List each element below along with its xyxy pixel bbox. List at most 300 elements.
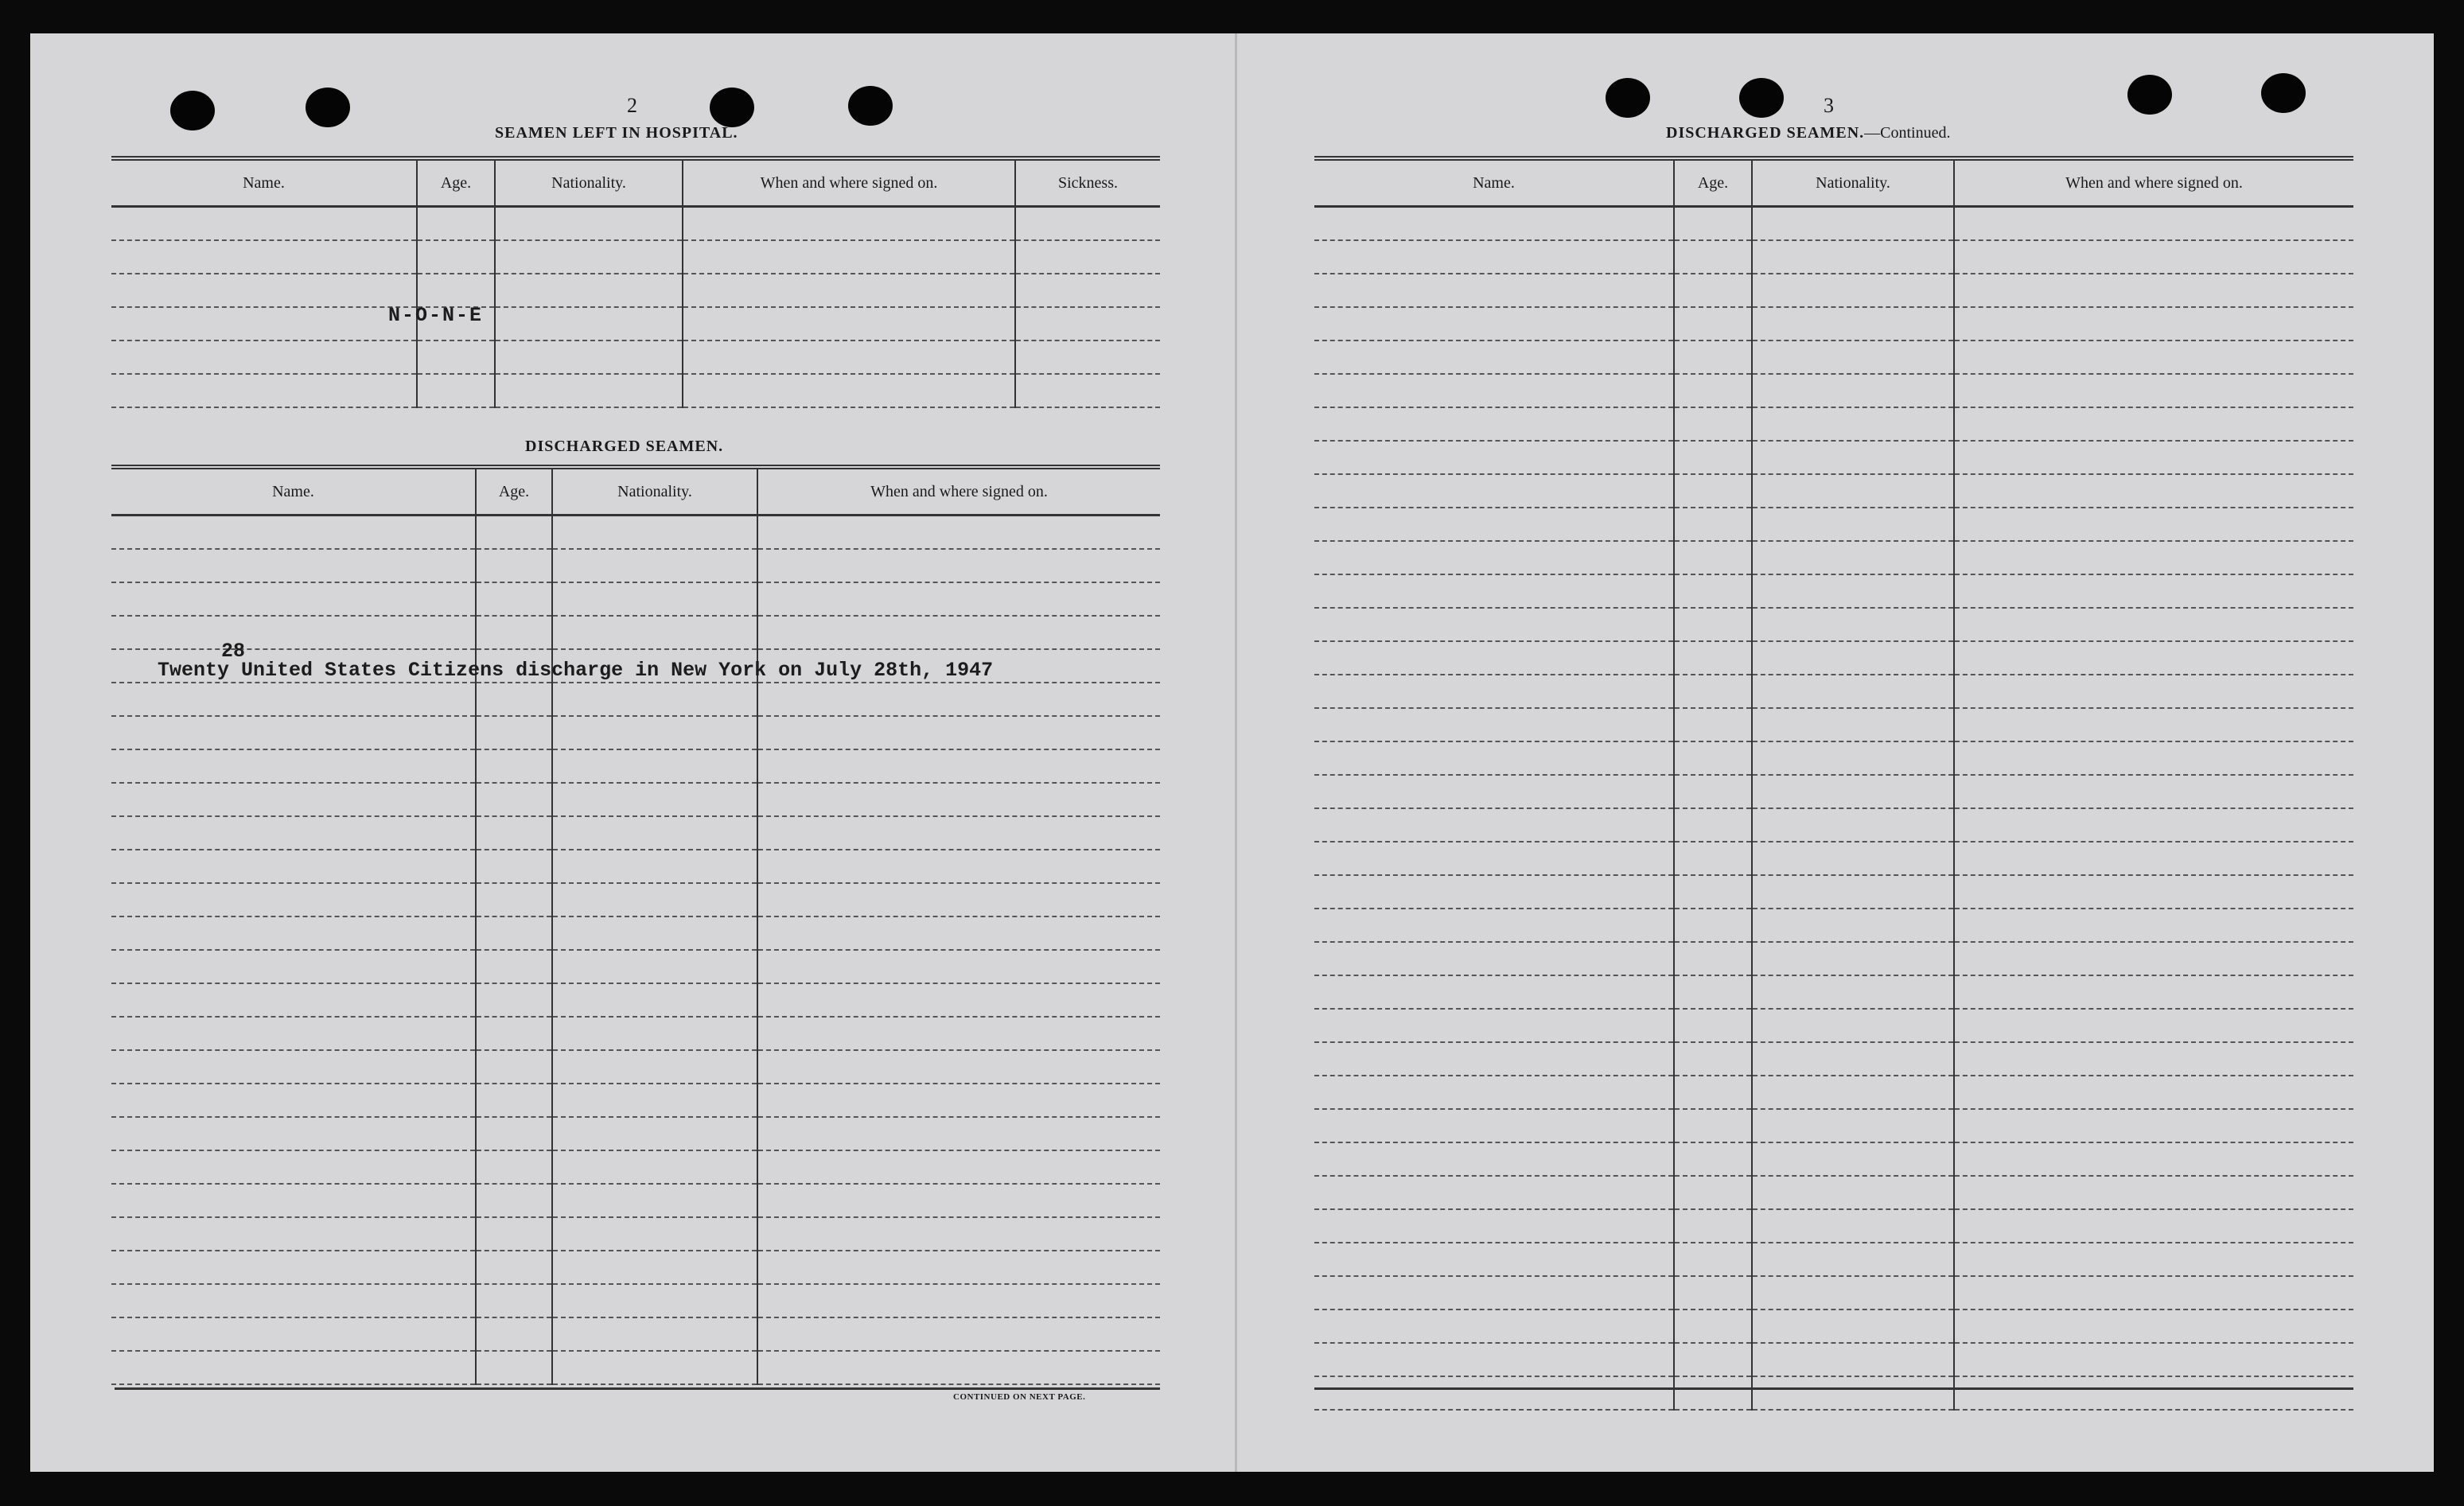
blank-cell — [1752, 1309, 1954, 1343]
blank-cell — [1954, 1142, 2353, 1176]
blank-cell — [1674, 1276, 1752, 1309]
blank-cell — [1752, 842, 1954, 875]
blank-cell — [1674, 1376, 1752, 1410]
blank-cell — [1954, 775, 2353, 808]
blank-cell — [1954, 1276, 2353, 1309]
column-header: Nationality. — [495, 158, 683, 207]
ruled-row — [1314, 508, 2353, 541]
blank-cell — [1015, 341, 1160, 374]
blank-cell — [1015, 274, 1160, 307]
ruled-row — [111, 816, 1160, 850]
blank-cell — [1752, 474, 1954, 508]
blank-cell — [1954, 508, 2353, 541]
column-header: Name. — [111, 158, 417, 207]
page-number-right: 3 — [1824, 94, 1834, 117]
ruled-row — [1314, 1109, 2353, 1142]
blank-cell — [757, 549, 1160, 582]
blank-cell — [552, 983, 757, 1017]
continued-table — [1314, 156, 2353, 1411]
blank-cell — [757, 916, 1160, 950]
punch-hole — [1739, 78, 1784, 118]
ruled-row — [111, 850, 1160, 883]
blank-cell — [111, 1184, 476, 1217]
blank-cell — [1314, 741, 1674, 775]
blank-cell — [757, 1084, 1160, 1117]
ruled-row — [111, 374, 1160, 407]
page-fold — [1235, 33, 1237, 1472]
blank-cell — [1314, 207, 1674, 241]
ruled-row — [111, 749, 1160, 783]
ruled-row — [1314, 975, 2353, 1009]
blank-cell — [1015, 240, 1160, 274]
ruled-row — [1314, 1176, 2353, 1209]
blank-cell — [1752, 1109, 1954, 1142]
blank-cell — [1954, 441, 2353, 474]
blank-cell — [1752, 808, 1954, 842]
ruled-row — [111, 983, 1160, 1017]
punch-hole — [2261, 73, 2306, 113]
blank-cell — [1674, 775, 1752, 808]
blank-cell — [552, 816, 757, 850]
blank-cell — [495, 274, 683, 307]
blank-cell — [1752, 374, 1954, 407]
blank-cell — [683, 341, 1015, 374]
blank-cell — [1314, 942, 1674, 975]
blank-cell — [1674, 1309, 1752, 1343]
blank-cell — [1314, 1209, 1674, 1243]
blank-cell — [757, 1017, 1160, 1050]
blank-cell — [1752, 1176, 1954, 1209]
blank-cell — [1314, 307, 1674, 341]
blank-cell — [1752, 1042, 1954, 1076]
column-header: When and where signed on. — [683, 158, 1015, 207]
ruled-row — [1314, 1209, 2353, 1243]
blank-cell — [1752, 875, 1954, 909]
ruled-row — [1314, 307, 2353, 341]
column-header: Age. — [1674, 158, 1752, 207]
blank-cell — [1314, 842, 1674, 875]
blank-cell — [476, 1351, 552, 1384]
ruled-row — [111, 516, 1160, 550]
blank-cell — [111, 516, 476, 550]
blank-cell — [1314, 1343, 1674, 1376]
blank-cell — [757, 1150, 1160, 1184]
blank-cell — [1954, 474, 2353, 508]
blank-cell — [1314, 474, 1674, 508]
blank-cell — [476, 1251, 552, 1284]
blank-cell — [111, 549, 476, 582]
blank-cell — [111, 616, 476, 649]
blank-cell — [683, 240, 1015, 274]
blank-cell — [1752, 574, 1954, 608]
blank-cell — [757, 516, 1160, 550]
punch-hole — [2127, 75, 2172, 115]
blank-cell — [757, 1117, 1160, 1150]
blank-cell — [111, 274, 417, 307]
blank-cell — [1314, 574, 1674, 608]
blank-cell — [476, 1284, 552, 1317]
ruled-row — [1314, 541, 2353, 574]
blank-cell — [476, 582, 552, 616]
blank-cell — [1314, 441, 1674, 474]
blank-cell — [476, 883, 552, 916]
blank-cell — [1674, 274, 1752, 307]
ruled-row — [111, 916, 1160, 950]
right-bottom-rule — [1314, 1387, 2353, 1390]
blank-cell — [552, 1351, 757, 1384]
blank-cell — [1752, 909, 1954, 942]
blank-cell — [1954, 574, 2353, 608]
blank-cell — [683, 274, 1015, 307]
ruled-row — [1314, 374, 2353, 407]
blank-cell — [1314, 909, 1674, 942]
ruled-row — [111, 783, 1160, 816]
continued-title-main: DISCHARGED SEAMEN. — [1666, 124, 1865, 142]
blank-cell — [111, 1284, 476, 1317]
blank-cell — [757, 1217, 1160, 1251]
blank-cell — [552, 516, 757, 550]
blank-cell — [1954, 842, 2353, 875]
blank-cell — [1674, 675, 1752, 708]
blank-cell — [1752, 407, 1954, 441]
column-header: When and where signed on. — [1954, 158, 2353, 207]
blank-cell — [111, 1351, 476, 1384]
blank-cell — [1954, 1343, 2353, 1376]
blank-cell — [683, 207, 1015, 241]
ruled-row — [111, 549, 1160, 582]
blank-cell — [1954, 641, 2353, 675]
blank-cell — [1015, 207, 1160, 241]
blank-cell — [417, 240, 495, 274]
blank-cell — [1314, 1109, 1674, 1142]
blank-cell — [1314, 341, 1674, 374]
blank-cell — [111, 582, 476, 616]
blank-cell — [1674, 341, 1752, 374]
ruled-row — [1314, 1309, 2353, 1343]
blank-cell — [757, 1351, 1160, 1384]
blank-cell — [1954, 1209, 2353, 1243]
blank-cell — [111, 1317, 476, 1351]
blank-cell — [757, 983, 1160, 1017]
blank-cell — [111, 983, 476, 1017]
blank-cell — [1674, 808, 1752, 842]
blank-cell — [1752, 708, 1954, 741]
blank-cell — [1674, 942, 1752, 975]
ruled-row — [111, 716, 1160, 749]
blank-cell — [111, 207, 417, 241]
blank-cell — [1752, 1076, 1954, 1109]
blank-cell — [111, 1150, 476, 1184]
ruled-row — [1314, 1276, 2353, 1309]
blank-cell — [757, 883, 1160, 916]
blank-cell — [111, 240, 417, 274]
blank-cell — [417, 207, 495, 241]
column-header: Nationality. — [1752, 158, 1954, 207]
ruled-row — [1314, 842, 2353, 875]
blank-cell — [1954, 207, 2353, 241]
blank-cell — [552, 783, 757, 816]
blank-cell — [1674, 1176, 1752, 1209]
blank-cell — [1954, 675, 2353, 708]
blank-cell — [757, 716, 1160, 749]
blank-cell — [757, 783, 1160, 816]
blank-cell — [1314, 1376, 1674, 1410]
ruled-row — [1314, 240, 2353, 274]
ruled-row — [1314, 775, 2353, 808]
blank-cell — [1954, 1076, 2353, 1109]
blank-cell — [1954, 1243, 2353, 1276]
blank-cell — [476, 1150, 552, 1184]
blank-cell — [1954, 374, 2353, 407]
blank-cell — [1954, 307, 2353, 341]
blank-cell — [476, 616, 552, 649]
blank-cell — [111, 307, 417, 341]
ruled-row — [1314, 675, 2353, 708]
blank-cell — [1954, 741, 2353, 775]
blank-cell — [476, 916, 552, 950]
ruled-row — [111, 1050, 1160, 1084]
blank-cell — [111, 850, 476, 883]
blank-cell — [111, 1017, 476, 1050]
blank-cell — [1314, 775, 1674, 808]
blank-cell — [1314, 240, 1674, 274]
ruled-row — [111, 1150, 1160, 1184]
ruled-row — [111, 1184, 1160, 1217]
blank-cell — [495, 374, 683, 407]
ruled-row — [111, 240, 1160, 274]
discharged-section-title: DISCHARGED SEAMEN. — [525, 438, 724, 455]
blank-cell — [111, 1251, 476, 1284]
blank-cell — [1954, 875, 2353, 909]
blank-cell — [1954, 909, 2353, 942]
blank-cell — [1752, 1142, 1954, 1176]
blank-cell — [552, 1017, 757, 1050]
blank-cell — [1674, 608, 1752, 641]
blank-cell — [1954, 407, 2353, 441]
blank-cell — [111, 1084, 476, 1117]
blank-cell — [476, 1017, 552, 1050]
ruled-row — [1314, 909, 2353, 942]
blank-cell — [757, 1251, 1160, 1284]
blank-cell — [1314, 1142, 1674, 1176]
blank-cell — [1314, 641, 1674, 675]
blank-cell — [1674, 741, 1752, 775]
blank-cell — [1314, 541, 1674, 574]
blank-cell — [1674, 1076, 1752, 1109]
blank-cell — [552, 616, 757, 649]
blank-cell — [552, 716, 757, 749]
blank-cell — [1752, 608, 1954, 641]
blank-cell — [1674, 1343, 1752, 1376]
blank-cell — [1752, 1009, 1954, 1042]
blank-cell — [1752, 975, 1954, 1009]
blank-cell — [476, 1084, 552, 1117]
blank-cell — [1314, 975, 1674, 1009]
ruled-row — [111, 307, 1160, 341]
typed-discharge-note: Twenty United States Citizens discharge in New York on July 28th, 1947 — [158, 659, 994, 682]
typed-count: 28 — [221, 640, 246, 663]
blank-cell — [1674, 1042, 1752, 1076]
punch-hole — [848, 86, 893, 126]
blank-cell — [1314, 1042, 1674, 1076]
blank-cell — [111, 816, 476, 850]
blank-cell — [1314, 407, 1674, 441]
ruled-row — [1314, 1042, 2353, 1076]
blank-cell — [476, 983, 552, 1017]
column-header: Name. — [1314, 158, 1674, 207]
blank-cell — [1752, 240, 1954, 274]
blank-cell — [1954, 608, 2353, 641]
blank-cell — [1674, 574, 1752, 608]
blank-cell — [1752, 441, 1954, 474]
blank-cell — [552, 1117, 757, 1150]
blank-cell — [757, 1284, 1160, 1317]
blank-cell — [1954, 708, 2353, 741]
blank-cell — [1674, 1209, 1752, 1243]
blank-cell — [1752, 775, 1954, 808]
blank-cell — [552, 749, 757, 783]
blank-cell — [495, 307, 683, 341]
ruled-row — [1314, 474, 2353, 508]
blank-cell — [111, 1050, 476, 1084]
blank-cell — [1752, 1243, 1954, 1276]
blank-cell — [111, 683, 476, 716]
blank-cell — [552, 850, 757, 883]
blank-cell — [111, 916, 476, 950]
blank-cell — [1752, 641, 1954, 675]
blank-cell — [1674, 875, 1752, 909]
punch-hole — [170, 91, 215, 130]
blank-cell — [1954, 808, 2353, 842]
continued-title-suffix: —Continued. — [1864, 124, 1951, 142]
ruled-row — [1314, 608, 2353, 641]
blank-cell — [552, 1184, 757, 1217]
blank-cell — [1954, 341, 2353, 374]
hospital-section-title: SEAMEN LEFT IN HOSPITAL. — [495, 124, 738, 142]
blank-cell — [1752, 942, 1954, 975]
blank-cell — [1314, 1176, 1674, 1209]
ruled-row — [111, 582, 1160, 616]
blank-cell — [552, 1150, 757, 1184]
blank-cell — [1674, 1243, 1752, 1276]
blank-cell — [476, 1050, 552, 1084]
ruled-row — [111, 683, 1160, 716]
punch-hole — [306, 88, 350, 127]
blank-cell — [111, 783, 476, 816]
ruled-row — [1314, 441, 2353, 474]
blank-cell — [1752, 1343, 1954, 1376]
ruled-row — [111, 1317, 1160, 1351]
blank-cell — [476, 850, 552, 883]
blank-cell — [476, 783, 552, 816]
ruled-row — [1314, 1076, 2353, 1109]
blank-cell — [1954, 274, 2353, 307]
blank-cell — [1954, 1309, 2353, 1343]
page-number-left: 2 — [627, 94, 637, 117]
blank-cell — [757, 850, 1160, 883]
ruled-row — [1314, 1376, 2353, 1410]
blank-cell — [1674, 708, 1752, 741]
blank-cell — [1954, 240, 2353, 274]
blank-cell — [757, 1050, 1160, 1084]
blank-cell — [1954, 1109, 2353, 1142]
blank-cell — [1015, 374, 1160, 407]
blank-cell — [476, 516, 552, 550]
blank-cell — [552, 582, 757, 616]
blank-cell — [1314, 708, 1674, 741]
blank-cell — [1674, 1009, 1752, 1042]
blank-cell — [111, 749, 476, 783]
blank-cell — [1752, 307, 1954, 341]
blank-cell — [1314, 675, 1674, 708]
ruled-row — [111, 207, 1160, 241]
blank-cell — [476, 549, 552, 582]
blank-cell — [757, 683, 1160, 716]
blank-cell — [417, 374, 495, 407]
blank-cell — [552, 549, 757, 582]
blank-cell — [417, 274, 495, 307]
blank-cell — [1314, 608, 1674, 641]
punch-hole — [1606, 78, 1650, 118]
blank-cell — [111, 950, 476, 983]
blank-cell — [111, 1217, 476, 1251]
blank-cell — [476, 1117, 552, 1150]
blank-cell — [1314, 274, 1674, 307]
blank-cell — [1954, 1009, 2353, 1042]
ruled-row — [1314, 574, 2353, 608]
column-header: Nationality. — [552, 467, 757, 516]
blank-cell — [1752, 508, 1954, 541]
blank-cell — [476, 950, 552, 983]
blank-cell — [1752, 675, 1954, 708]
blank-cell — [1954, 541, 2353, 574]
ruled-row — [1314, 341, 2353, 374]
blank-cell — [1674, 541, 1752, 574]
blank-cell — [552, 1284, 757, 1317]
blank-cell — [476, 683, 552, 716]
ruled-row — [1314, 641, 2353, 675]
blank-cell — [1674, 1142, 1752, 1176]
blank-cell — [683, 374, 1015, 407]
blank-cell — [111, 716, 476, 749]
blank-cell — [1674, 641, 1752, 675]
blank-cell — [552, 1050, 757, 1084]
column-header: When and where signed on. — [757, 467, 1160, 516]
blank-cell — [757, 1184, 1160, 1217]
blank-cell — [1752, 1376, 1954, 1410]
blank-cell — [1314, 1076, 1674, 1109]
blank-cell — [476, 1184, 552, 1217]
blank-cell — [1314, 508, 1674, 541]
ruled-row — [111, 1017, 1160, 1050]
ruled-row — [1314, 741, 2353, 775]
blank-cell — [1954, 1376, 2353, 1410]
blank-cell — [1752, 207, 1954, 241]
blank-cell — [1314, 1243, 1674, 1276]
blank-cell — [757, 1317, 1160, 1351]
discharged-table — [111, 465, 1160, 1385]
ruled-row — [111, 616, 1160, 649]
blank-cell — [476, 816, 552, 850]
ruled-row — [111, 1217, 1160, 1251]
column-header: Name. — [111, 467, 476, 516]
ruled-row — [1314, 1142, 2353, 1176]
blank-cell — [1674, 407, 1752, 441]
ruled-row — [1314, 1009, 2353, 1042]
blank-cell — [1674, 240, 1752, 274]
ruled-row — [1314, 708, 2353, 741]
blank-cell — [1314, 875, 1674, 909]
